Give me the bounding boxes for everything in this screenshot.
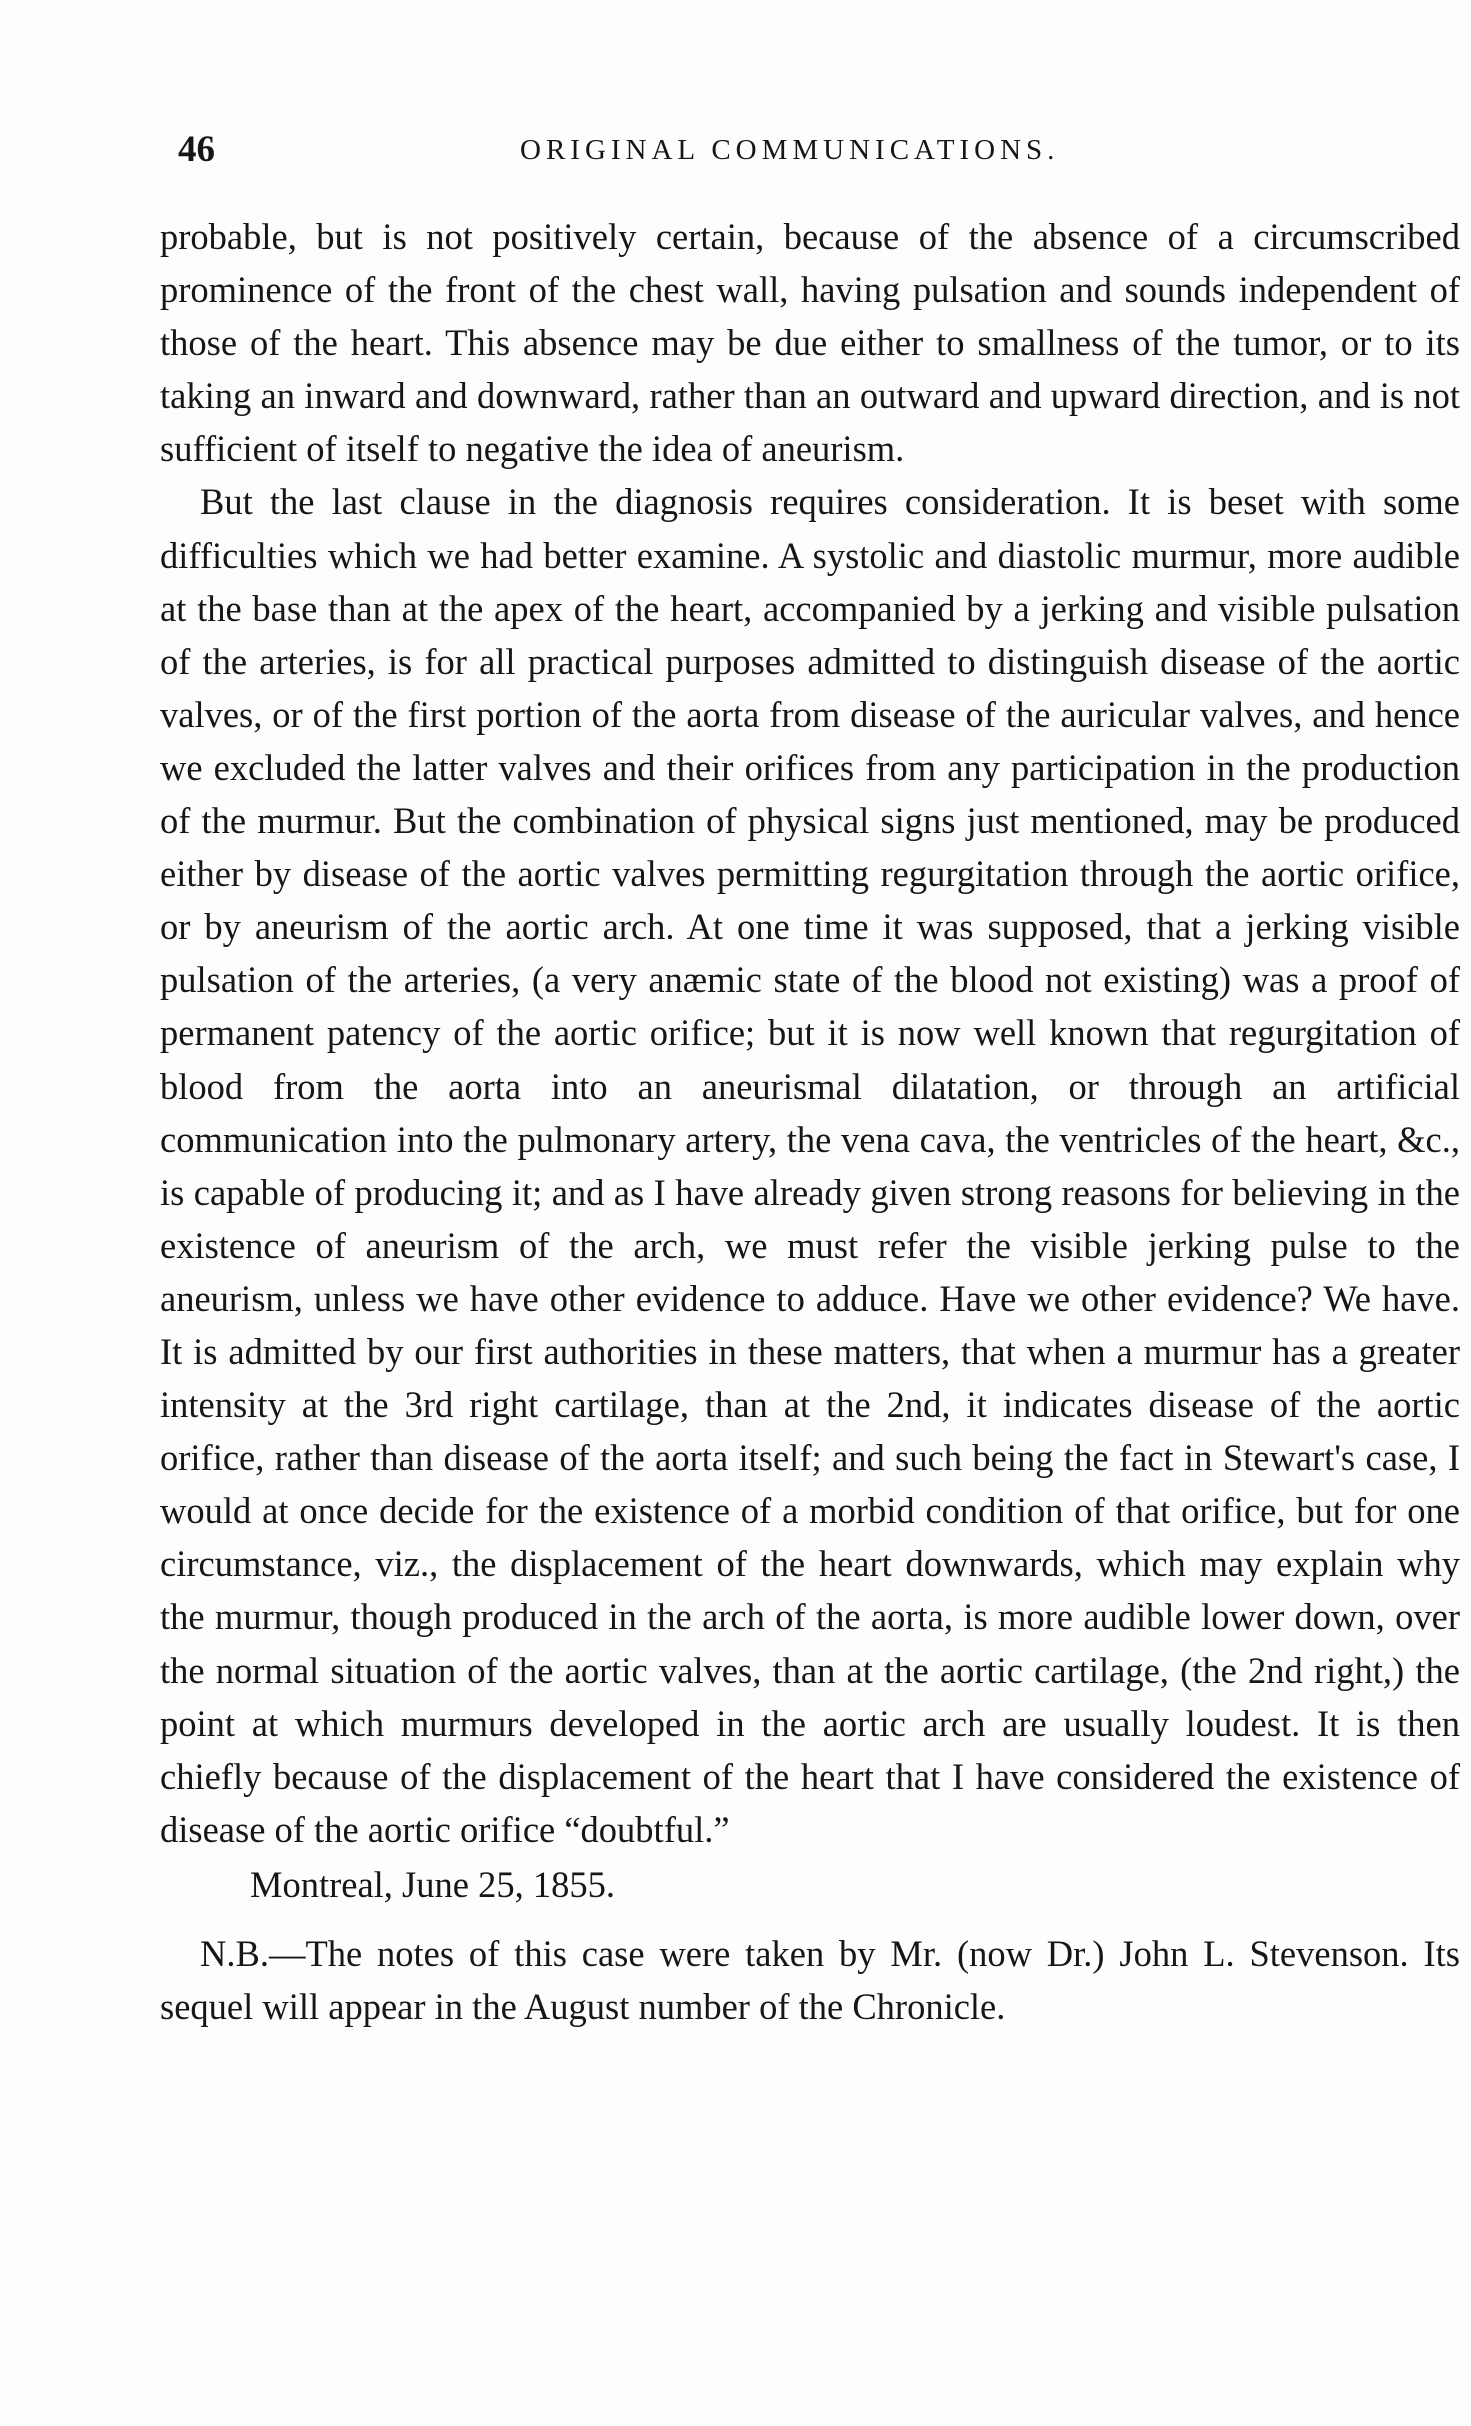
paragraph-continued: probable, but is not positively certain, because of the absence of a circumscribed prominence of the front of the chest wall, having pulsation and sounds independent of those of the heart. This absence may be due either to smallness of the tumor, or to its taking an inward and downward, rather than an outward and upward direction, and is not sufficient of itself to negative the idea of aneurism. (160, 216, 1460, 470)
editorial-note: N.B.—The notes of this case were taken by Mr. (now Dr.) John L. Stevenson. Its sequel will appear in the August number of the Chronicle. (160, 1933, 1460, 2028)
place-date: Montreal, June 25, 1855. (250, 1863, 615, 1905)
page-header (160, 128, 1460, 188)
paragraph-diagnosis: But the last clause in the diagnosis requires consideration. It is beset with some difficulties which we had better examine. A systolic and diastolic murmur, more audible at the base than at the apex of the heart, accompanied by a jerking and visible pulsation of the arteries, is for all practical purposes admitted to distinguish disease of the aortic valves, or of the first portion of the aorta from disease of the auricular valves, and hence we excluded the latter valves and their orifices from any participation in the production of the murmur. But the combination of physical signs just mentioned, may be produced either by disease of the aortic valves permitting regurgitation through the aortic orifice, or by aneurism of the aortic arch. At one time it was supposed, that a jerking visible pulsation of the arteries, (a very anæmic state of the blood not existing) was a proof of permanent patency of the aortic orifice; but it is now well known that regurgitation of blood from the aorta into an aneurismal dilatation, or through an artificial communication into the pulmonary artery, the vena cava, the ventricles of the heart, &c., is capable of producing it; and as I have already given strong reasons for believing in the existence of aneurism of the arch, we must refer the visible jerking pulse to the aneurism, unless we have other evidence to adduce. Have we other evidence? We have. It is admitted by our first authorities in these matters, that when a murmur has a greater intensity at the 3rd right cartilage, than at the 2nd, it indicates disease of the aortic orifice, rather than disease of the aorta itself; and such being the fact in Stewart's case, I would at once decide for the existence of a morbid condition of that orifice, but for one circumstance, viz., the displacement of the heart downwards, which may explain why the murmur, though produced in the arch of the aorta, is more audible lower down, over the normal situation of the aortic valves, than at the aortic cartilage, (the 2nd right,) the point at which murmurs developed in the aortic arch are usually loudest. It is then chiefly because of the displacement of the heart that I have considered the existence of disease of the aortic orifice “doubtful.” (160, 481, 1460, 1850)
page-number: 46 (178, 129, 215, 170)
running-head: ORIGINAL COMMUNICATIONS. (520, 134, 1060, 166)
document-page (160, 128, 1460, 2033)
